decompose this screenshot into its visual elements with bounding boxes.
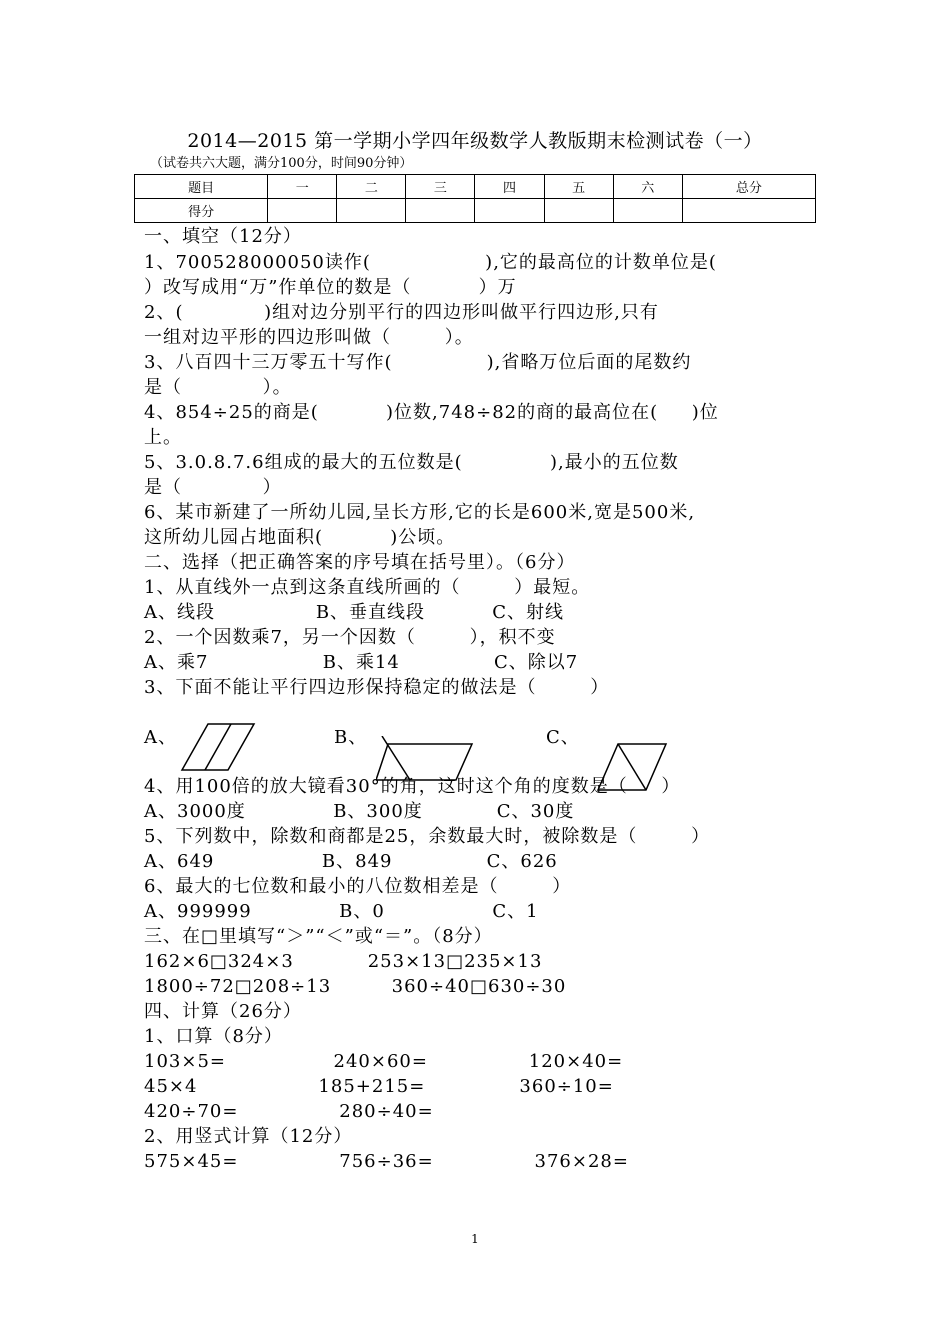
calc-line: 103×5= 240×60= 120×40= [144, 1051, 624, 1072]
question-line: 是（ ）。 [144, 377, 292, 398]
options-line: A、线段 B、垂直线段 C、射线 [144, 602, 565, 623]
question-line: 这所幼儿园占地面积( )公顷。 [144, 527, 456, 548]
score-header-cell: 题目 [135, 175, 268, 199]
question-line: 3、八百四十三万零五十写作( ),省略万位后面的尾数约 [144, 352, 692, 373]
score-header-cell: 总分 [682, 175, 815, 199]
question-line: 2、( )组对边分别平行的四边形叫做平行四边形,只有 [144, 302, 659, 323]
score-header-cell: 六 [613, 175, 682, 199]
page-number: 1 [471, 1232, 479, 1246]
score-cell [475, 199, 544, 223]
section-1-heading: 一、填空（12分） [144, 226, 302, 247]
question-line: 4、854÷25的商是( )位数,748÷82的商的最高位在( )位 [144, 402, 719, 423]
question-line: 上。 [144, 427, 182, 448]
section-2-heading: 二、选择（把正确答案的序号填在括号里）。（6分） [144, 552, 576, 573]
subsection-heading: 2、用竖式计算（12分） [144, 1126, 353, 1147]
parallelogram-figure-a [180, 718, 260, 774]
score-header-cell: 四 [475, 175, 544, 199]
score-cell [613, 199, 682, 223]
score-table [134, 174, 816, 223]
page-title: 2014—2015 第一学期小学四年级数学人教版期末检测试卷（一） [187, 130, 763, 152]
score-row-label: 得分 [135, 199, 268, 223]
question-line: 一组对边平形的四边形叫做（ ）。 [144, 327, 474, 348]
question-line: 6、某市新建了一所幼儿园,呈长方形,它的长是600米,宽是500米, [144, 502, 696, 523]
comparison-line: 1800÷72□208÷13 360÷40□630÷30 [144, 976, 567, 997]
section-4-heading: 四、计算（26分） [144, 1001, 302, 1022]
score-table-header-row [135, 175, 816, 199]
score-header-cell: 三 [406, 175, 475, 199]
comparison-line: 162×6□324×3 253×13□235×13 [144, 951, 543, 972]
calc-line: 575×45= 756÷36= 376×28= [144, 1151, 629, 1172]
score-cell [268, 199, 337, 223]
question-line: ）改写成用“万”作单位的数是（ ）万 [144, 277, 517, 298]
question-line: 1、700528000050读作( ),它的最高位的计数单位是( [144, 252, 717, 273]
option-c-label: C、 [546, 727, 580, 748]
options-line: A、乘7 B、乘14 C、除以7 [144, 652, 579, 673]
score-cell [544, 199, 613, 223]
score-cell [406, 199, 475, 223]
options-line: A、649 B、849 C、626 [144, 851, 558, 872]
options-line: A、3000度 B、300度 C、30度 [144, 801, 575, 822]
question-line: 2、一个因数乘7，另一个因数（ ），积不变 [144, 627, 556, 648]
options-line: A、999999 B、0 C、1 [144, 901, 539, 922]
question-line: 5、3.0.8.7.6组成的最大的五位数是( ),最小的五位数 [144, 452, 679, 473]
score-header-cell: 一 [268, 175, 337, 199]
exam-info: （试卷共六大题，满分100分，时间90分钟） [150, 156, 413, 171]
calc-line: 420÷70= 280÷40= [144, 1101, 434, 1122]
section-3-heading: 三、在□里填写“＞”“＜”或“＝”。（8分） [144, 926, 493, 947]
score-cell [682, 199, 815, 223]
score-table-score-row [135, 199, 816, 223]
question-line: 6、最大的七位数和最小的八位数相差是（ ） [144, 876, 572, 897]
question-line: 是（ ） [144, 477, 282, 498]
question-line: 5、下列数中，除数和商都是25，余数最大时，被除数是（ ） [144, 826, 711, 847]
question-line: 3、下面不能让平行四边形保持稳定的做法是（ ） [144, 677, 610, 698]
option-a-label: A、 [144, 727, 177, 748]
question-line: 1、从直线外一点到这条直线所画的（ ）最短。 [144, 577, 591, 598]
score-header-cell: 五 [544, 175, 613, 199]
score-cell [337, 199, 406, 223]
score-header-cell: 二 [337, 175, 406, 199]
question-line: 4、用100倍的放大镜看30°的角，这时这个角的度数是（ ） [144, 776, 681, 797]
subsection-heading: 1、口算（8分） [144, 1026, 283, 1047]
option-b-label: B、 [334, 727, 368, 748]
calc-line: 45×4 185+215= 360÷10= [144, 1076, 614, 1097]
